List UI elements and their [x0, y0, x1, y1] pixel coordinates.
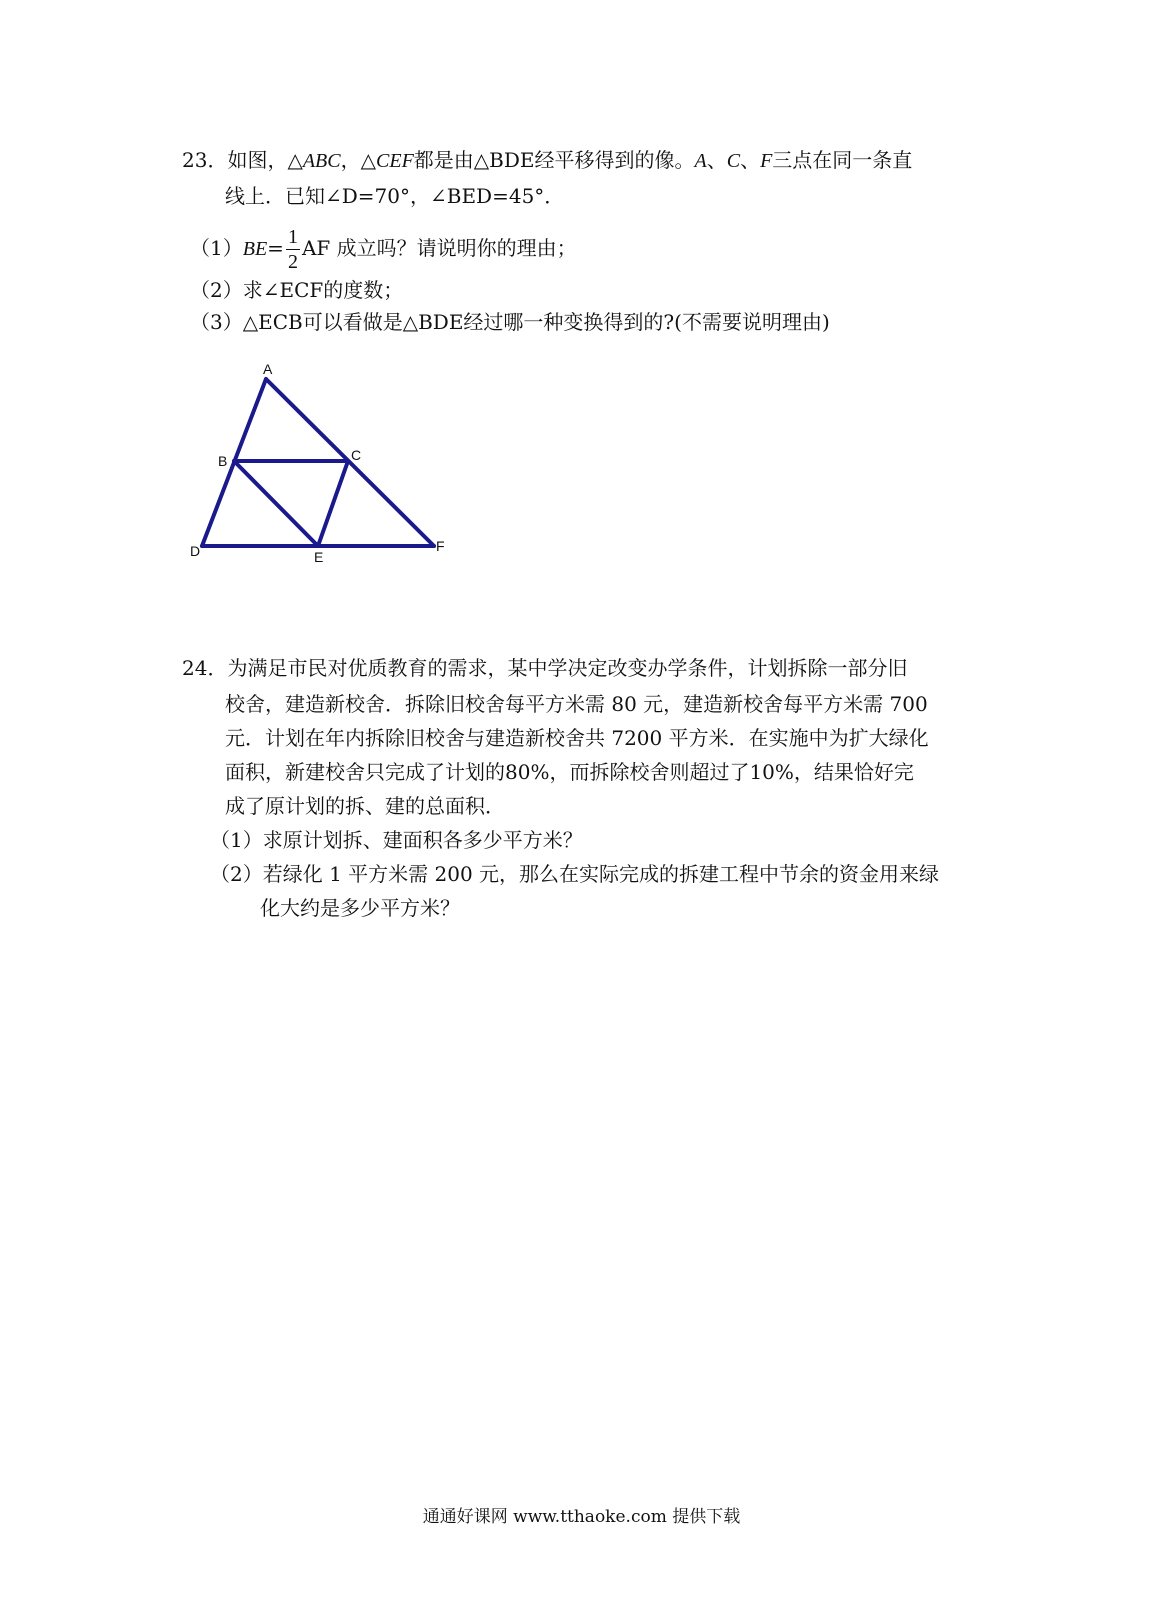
q24-part2-line1: （2）若绿化 1 平方米需 200 元，那么在实际完成的拆建工程中节余的资金用来绿 — [210, 862, 940, 886]
point-f-label: F — [760, 150, 773, 172]
q23-stem-line1 — [182, 146, 912, 175]
q23-part1 — [190, 222, 577, 275]
q23-part1-text: AF 成立吗？请说明你的理由； — [301, 236, 577, 260]
triangle-cef-label: CEF — [376, 150, 414, 172]
separator: 、 — [740, 148, 761, 172]
triangle-figure — [185, 360, 455, 570]
q24-part2-line2: 化大约是多少平方米？ — [260, 896, 460, 920]
q24-line5: 成了原计划的拆、建的总面积． — [225, 794, 505, 818]
fraction-denominator: 2 — [287, 251, 298, 273]
equals-sign: = — [267, 236, 284, 260]
q24-text: 为满足市民对优质教育的需求，某中学决定改变办学条件，计划拆除一部分旧 — [227, 656, 908, 680]
fraction-numerator: 1 — [287, 226, 298, 248]
point-c-label: C — [726, 150, 741, 172]
q23-number: 23． — [182, 148, 228, 172]
q23-part3: （3）△ECB可以看做是△BDE经过哪一种变换得到的?(不需要说明理由) — [190, 310, 830, 334]
q24-line4: 面积，新建校舍只完成了计划的80%，而拆除校舍则超过了10%，结果恰好完 — [225, 760, 914, 784]
q23-part2: （2）求∠ECF的度数； — [190, 278, 404, 302]
triangle-abc-label: ABC — [302, 150, 341, 172]
q23-text: 三点在同一条直 — [772, 148, 913, 172]
separator: 、 — [706, 148, 727, 172]
label-b: B — [218, 453, 228, 469]
point-a-label: A — [694, 150, 707, 172]
q24-line2: 校舍，建造新校舍．拆除旧校舍每平方米需 80 元，建造新校舍每平方米需 700 — [225, 692, 928, 716]
label-a: A — [263, 361, 273, 377]
segment-be-label: BE — [242, 238, 268, 260]
label-d: D — [190, 543, 201, 559]
q24-number: 24． — [182, 656, 228, 680]
q24-line3: 元．计划在年内拆除旧校舍与建造新校舍共 7200 平方米．在实施中为扩大绿化 — [225, 726, 929, 750]
label-c: C — [351, 447, 362, 463]
q23-text: 都是由△BDE经平移得到的像。 — [413, 148, 695, 172]
label-f: F — [436, 538, 445, 554]
fraction-one-half — [286, 225, 300, 274]
q24-line1 — [182, 654, 907, 682]
q24-part1: （1）求原计划拆、建面积各多少平方米？ — [210, 828, 583, 852]
q23-stem-line2: 线上．已知∠D=70°，∠BED=45°． — [225, 184, 565, 208]
footer-credit: 通通好课网 www.tthaoke.com 提供下载 — [422, 1507, 741, 1527]
label-e: E — [314, 549, 324, 565]
q23-text: ，△ — [340, 148, 377, 172]
segment-be — [234, 461, 318, 546]
part-index: （1） — [190, 236, 243, 260]
q23-text: 如图，△ — [227, 148, 303, 172]
segment-ce — [318, 461, 348, 546]
